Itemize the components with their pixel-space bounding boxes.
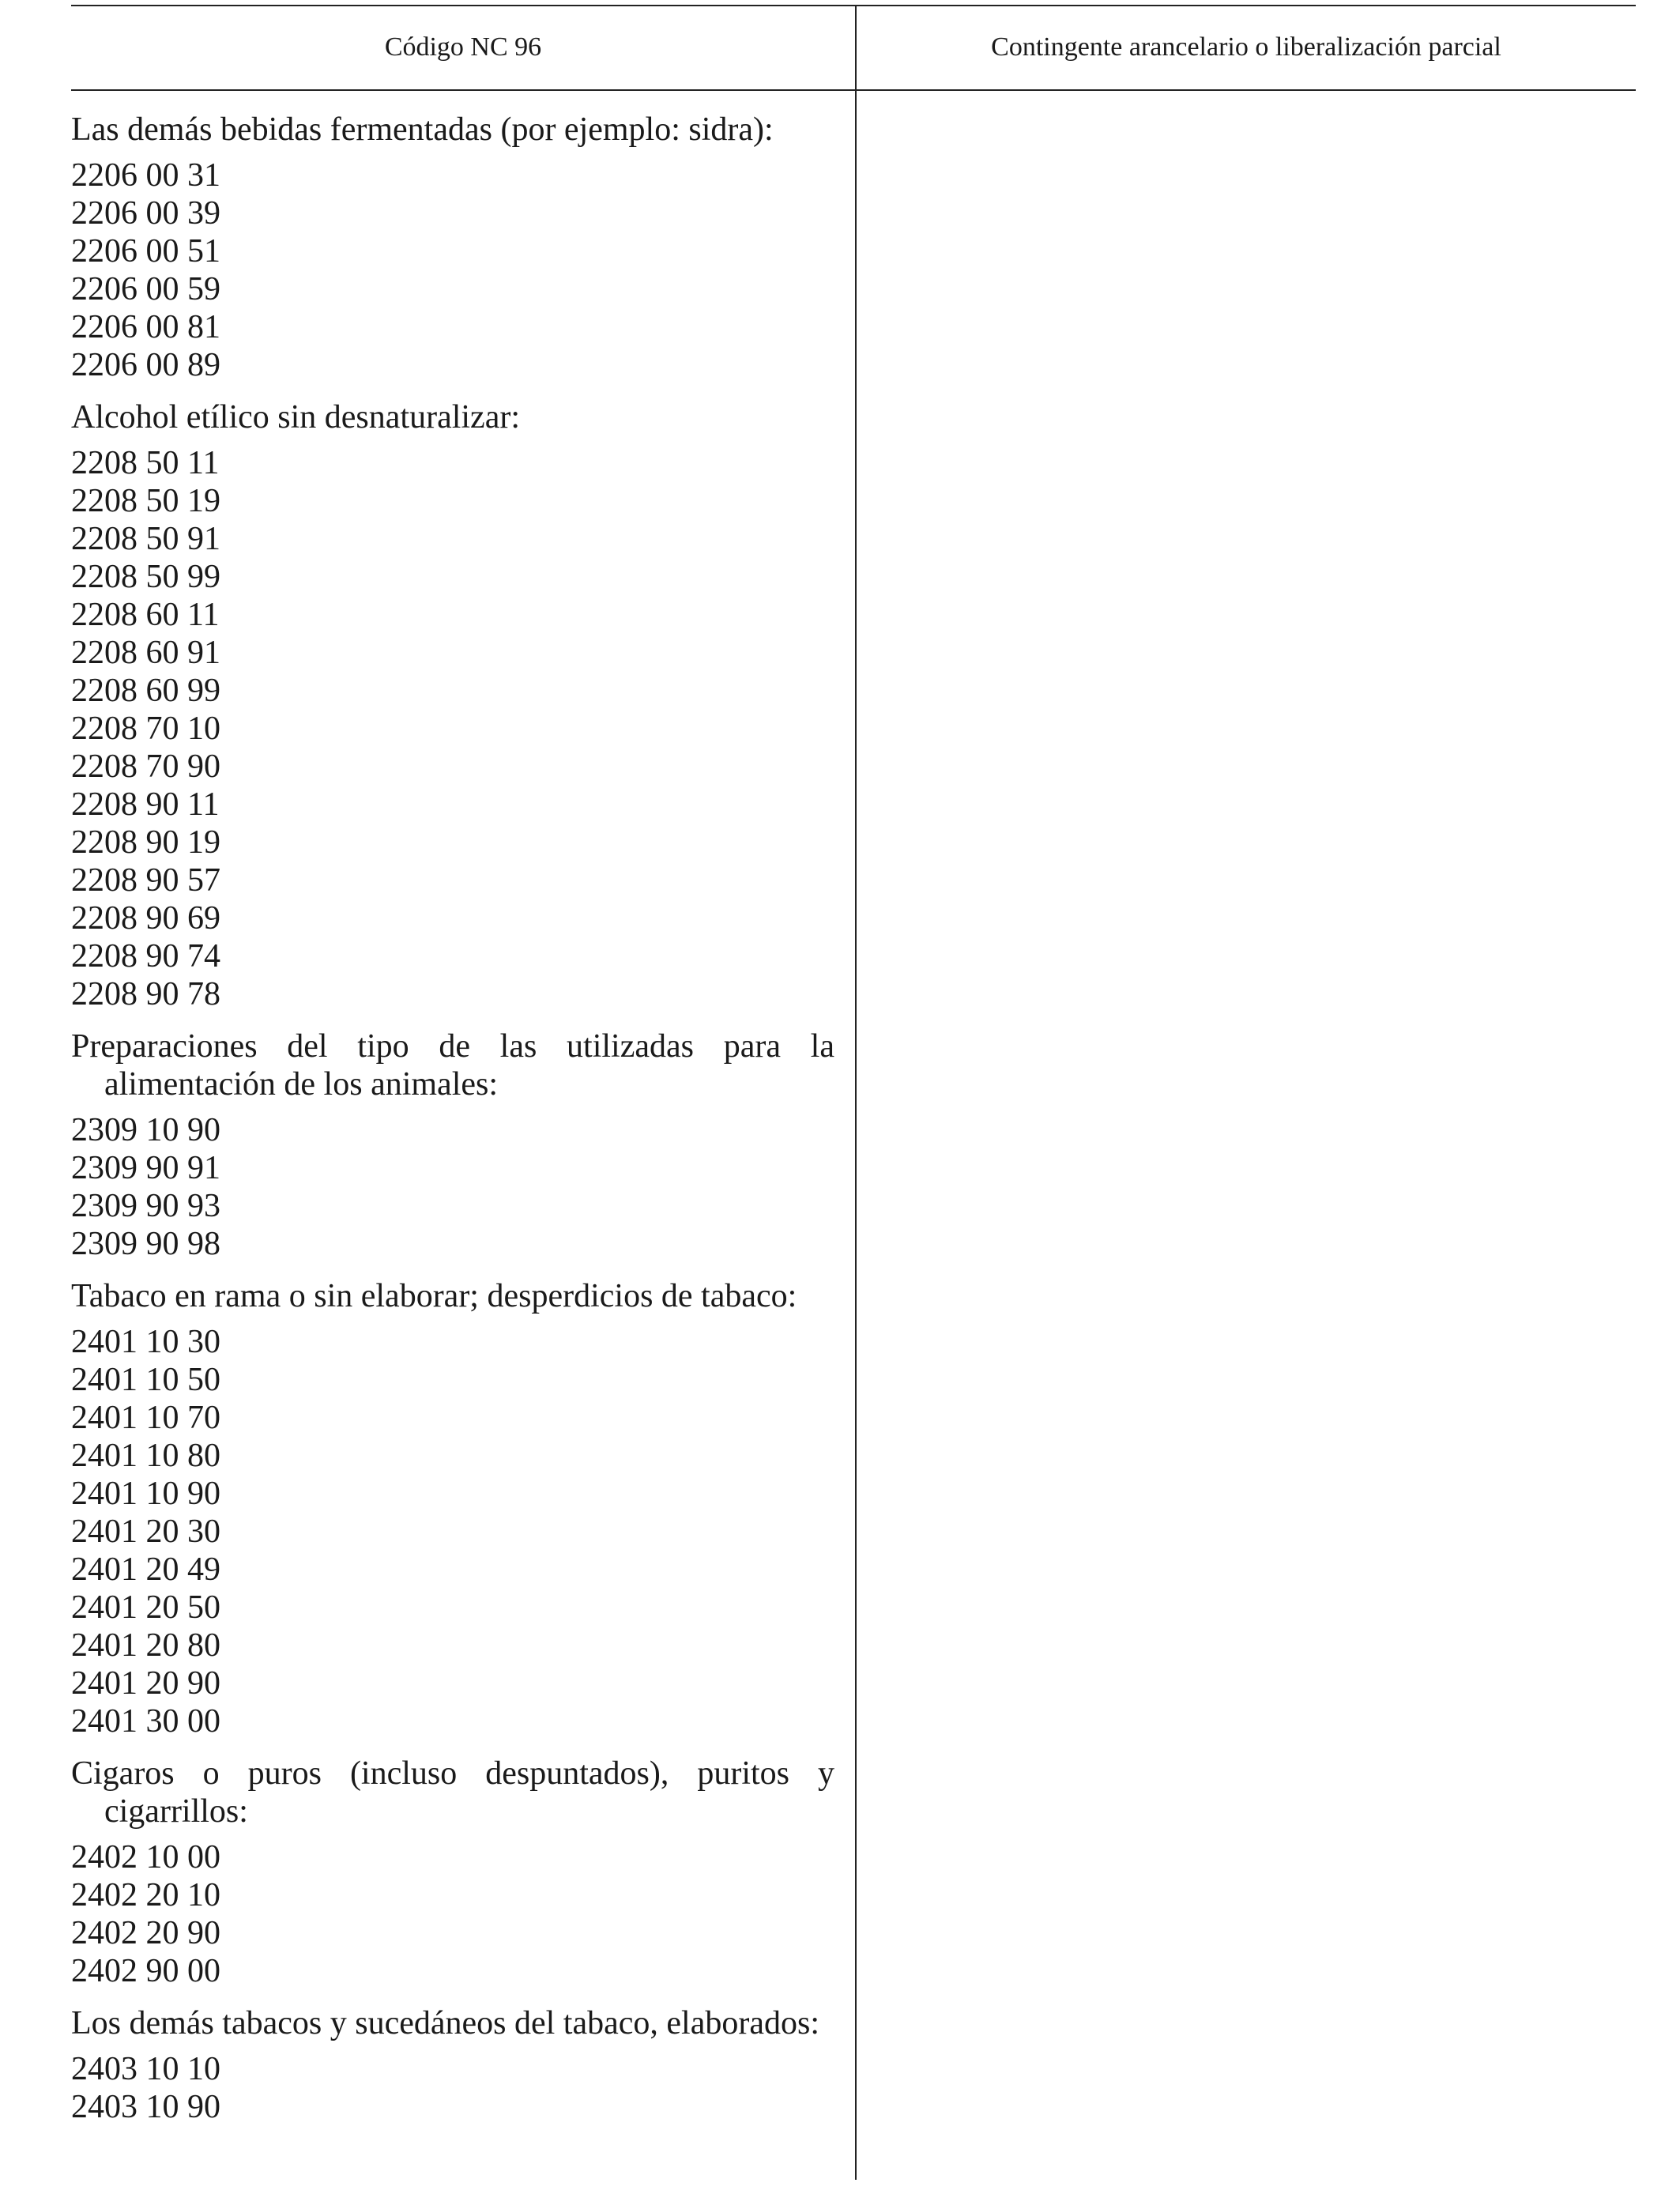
nc-code: 2206 00 81	[71, 309, 220, 345]
section-heading: Los demás tabacos y sucedáneos del tabaco, elaborados:	[71, 2005, 819, 2041]
nc-code: 2208 60 99	[71, 673, 220, 709]
nc-code: 2206 00 89	[71, 347, 220, 383]
nc-code: 2208 60 91	[71, 635, 220, 671]
nc-code: 2208 90 78	[71, 976, 220, 1012]
nc-code: 2309 90 98	[71, 1226, 220, 1262]
nc-code: 2206 00 39	[71, 195, 220, 232]
nc-code: 2208 90 69	[71, 900, 220, 937]
nc-code: 2309 10 90	[71, 1112, 220, 1148]
code-column-content	[71, 111, 834, 2126]
nc-code: 2208 70 10	[71, 711, 220, 747]
nc-code: 2206 00 51	[71, 233, 220, 270]
nc-code: 2208 50 99	[71, 559, 220, 595]
nc-code: 2401 20 49	[71, 1551, 220, 1588]
product-section	[71, 2004, 834, 2126]
nc-code: 2402 20 10	[71, 1877, 220, 1913]
section-heading: Las demás bebidas fermentadas (por ejemplo: sidra):	[71, 111, 774, 148]
nc-code: 2208 50 91	[71, 521, 220, 557]
header-bottom-rule	[71, 89, 1636, 91]
nc-code: 2401 10 50	[71, 1362, 220, 1398]
section-heading: Cigaros o puros (incluso despuntados), puritos y cigarrillos:	[71, 1755, 834, 1830]
nc-code: 2208 90 19	[71, 824, 220, 861]
section-heading: Preparaciones del tipo de las utilizadas para la alimentación de los animales:	[71, 1028, 834, 1103]
nc-code: 2208 50 11	[71, 445, 220, 481]
nc-code: 2401 20 30	[71, 1514, 220, 1550]
product-section	[71, 1027, 834, 1263]
section-heading: Tabaco en rama o sin elaborar; desperdicios de tabaco:	[71, 1278, 797, 1314]
nc-code: 2401 10 90	[71, 1476, 220, 1512]
nc-code: 2309 90 91	[71, 1150, 220, 1186]
nc-code: 2208 50 19	[71, 483, 220, 519]
nc-code: 2403 10 10	[71, 2051, 220, 2087]
nc-code: 2402 10 00	[71, 1839, 220, 1875]
nc-code: 2401 10 30	[71, 1324, 220, 1360]
nc-code: 2402 20 90	[71, 1915, 220, 1951]
nc-code: 2208 90 11	[71, 786, 220, 823]
nc-code: 2206 00 59	[71, 271, 220, 307]
nc-code: 2208 70 90	[71, 748, 220, 785]
nc-code: 2206 00 31	[71, 157, 220, 194]
nc-code: 2402 90 00	[71, 1953, 220, 1989]
product-section	[71, 398, 834, 1013]
nc-code: 2401 20 90	[71, 1665, 220, 1702]
nc-code: 2401 20 50	[71, 1589, 220, 1626]
column-header-code: Código NC 96	[384, 32, 542, 62]
product-section	[71, 1277, 834, 1740]
nc-code: 2208 90 74	[71, 938, 220, 974]
column-divider	[855, 5, 857, 2180]
section-heading: Alcohol etílico sin desnaturalizar:	[71, 399, 520, 435]
nc-code: 2401 30 00	[71, 1703, 220, 1740]
column-header-quota: Contingente arancelario o liberalización parcial	[991, 32, 1501, 62]
nc-code: 2403 10 90	[71, 2089, 220, 2125]
nc-code: 2208 90 57	[71, 862, 220, 899]
nc-code: 2401 10 70	[71, 1400, 220, 1436]
nc-code: 2309 90 93	[71, 1188, 220, 1224]
product-section	[71, 1755, 834, 1990]
product-section	[71, 111, 834, 384]
nc-code: 2401 20 80	[71, 1627, 220, 1664]
nc-code: 2208 60 11	[71, 597, 220, 633]
nc-code: 2401 10 80	[71, 1438, 220, 1474]
